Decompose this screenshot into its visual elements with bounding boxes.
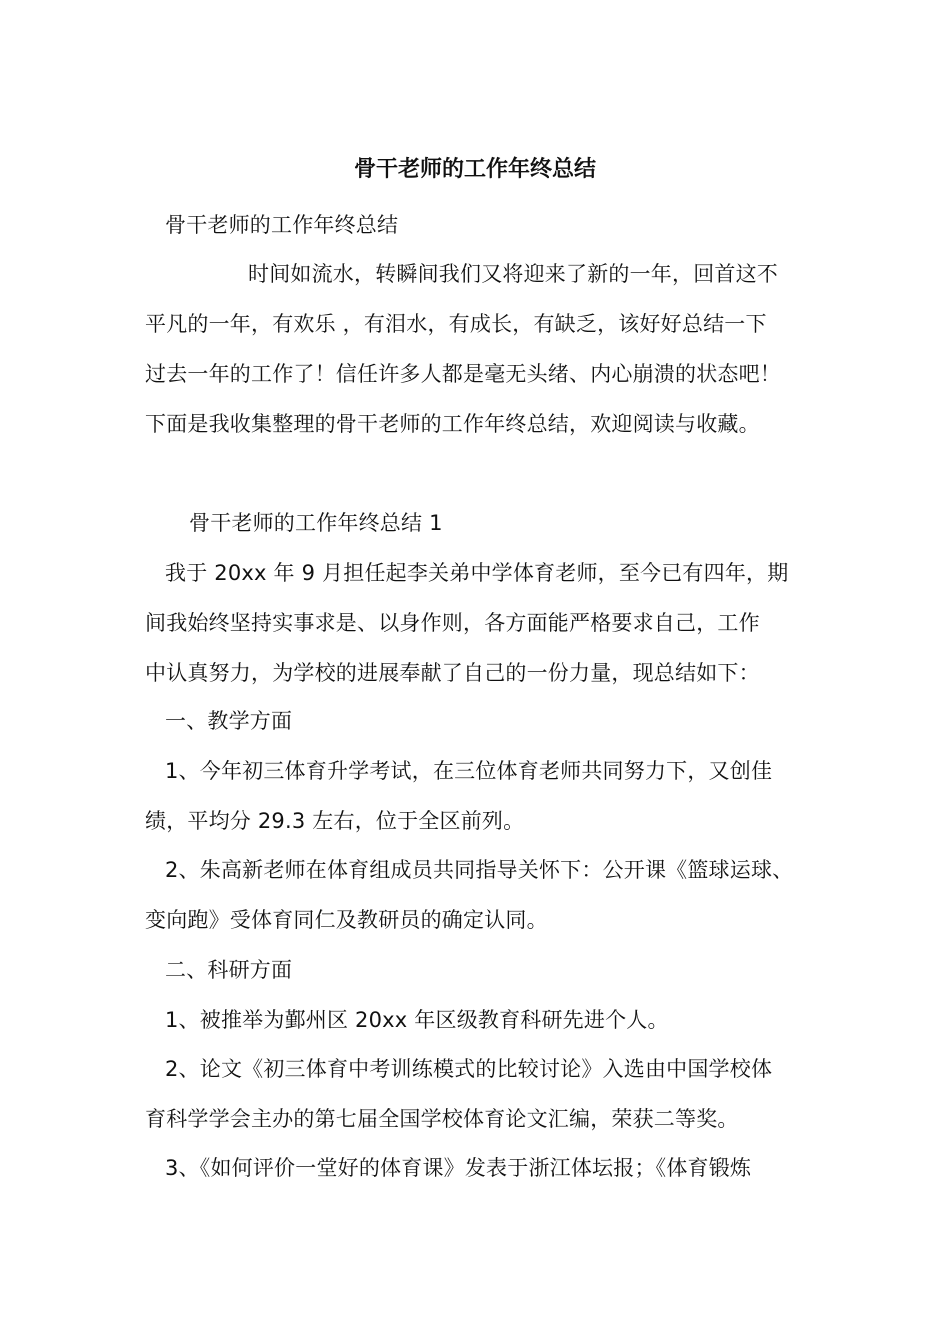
subtitle-line: 骨干老师的工作年终总结 — [165, 213, 399, 237]
paragraph-line: 变向跑》受体育同仁及教研员的确定认同。 — [145, 908, 548, 932]
paragraph-line: 时间如流水，转瞬间我们又将迎来了新的一年，回首这不 — [248, 262, 778, 286]
paragraph-line: 2、论文《初三体育中考训练模式的比较讨论》入选由中国学校体 — [165, 1057, 773, 1081]
paragraph-line: 3、《如何评价一堂好的体育课》发表于浙江体坛报；《体育锻炼 — [165, 1156, 752, 1180]
paragraph-line: 平凡的一年，有欢乐 ，有泪水，有成长，有缺乏，该好好总结一下 — [145, 312, 767, 336]
paragraph-line: 过去一年的工作了！信任许多人都是毫无头绪、内心崩溃的状态吧！ — [145, 362, 781, 386]
document-title: 骨干老师的工作年终总结 — [353, 157, 596, 182]
paragraph-line: 下面是我收集整理的骨干老师的工作年终总结，欢迎阅读与收藏。 — [145, 412, 760, 436]
paragraph-line: 1、今年初三体育升学考试，在三位体育老师共同努力下，又创佳 — [165, 759, 773, 783]
paragraph-line: 育科学学会主办的第七届全国学校体育论文汇编，荣获二等奖。 — [145, 1107, 739, 1131]
paragraph-line: 间我始终坚持实事求是、以身作则，各方面能严格要求自己，工作 — [145, 611, 760, 635]
paragraph-line: 2、朱高新老师在体育组成员共同指导关怀下：公开课《篮球运球、 — [165, 858, 794, 882]
paragraph-line: 我于 20xx 年 9 月担任起李关弟中学体育老师，至今已有四年，期 — [165, 561, 789, 585]
section-heading: 骨干老师的工作年终总结 1 — [189, 511, 443, 535]
paragraph-line: 1、被推举为鄞州区 20xx 年区级教育科研先进个人。 — [165, 1008, 669, 1032]
section-heading: 二、科研方面 — [165, 958, 293, 982]
paragraph-line: 绩，平均分 29.3 左右，位于全区前列。 — [145, 809, 525, 833]
section-heading: 一、教学方面 — [165, 709, 293, 733]
paragraph-line: 中认真努力，为学校的进展奉献了自己的一份力量，现总结如下： — [145, 661, 760, 685]
